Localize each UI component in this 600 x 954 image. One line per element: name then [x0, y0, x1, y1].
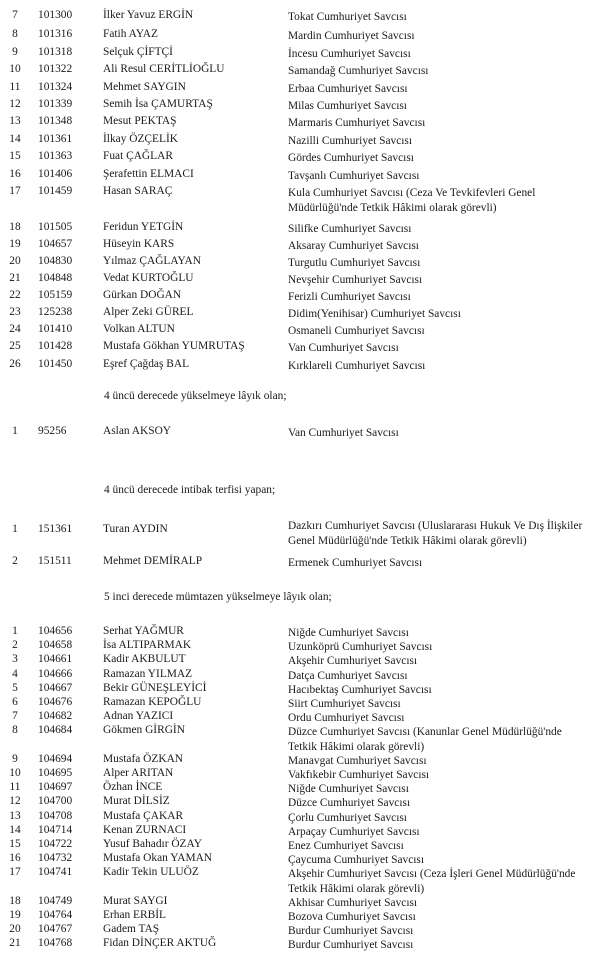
registry-number: 101300: [38, 9, 73, 21]
person-name: Mustafa ÖZKAN: [103, 752, 184, 765]
list-row: [0, 256, 600, 272]
list-row: [0, 307, 600, 323]
person-name: Hasan SARAÇ: [103, 185, 173, 197]
position-title: Tokat Cumhuriyet Savcısı: [288, 11, 407, 23]
position-title: Ermenek Cumhuriyet Savcısı: [288, 557, 423, 569]
position-title: Siirt Cumhuriyet Savcısı: [288, 698, 401, 710]
registry-number: 104722: [38, 838, 73, 850]
list-row: [0, 725, 600, 757]
registry-number: 101322: [38, 63, 73, 75]
row-number: 17: [9, 866, 21, 879]
list-row: [0, 10, 600, 26]
row-number: 15: [9, 150, 21, 162]
position-title: Uzunköprü Cumhuriyet Savcısı: [288, 641, 433, 654]
position-title: Gördes Cumhuriyet Savcısı: [288, 152, 414, 164]
registry-number: 101505: [38, 221, 73, 233]
position-title: Ordu Cumhuriyet Savcısı: [288, 712, 405, 725]
person-name: Yılmaz ÇAĞLAYAN: [103, 255, 201, 267]
row-number: 25: [9, 340, 21, 352]
position-title: Milas Cumhuriyet Savcısı: [288, 100, 407, 112]
registry-number: 101348: [38, 115, 73, 127]
position-title: Akhisar Cumhuriyet Savcısı: [288, 896, 418, 909]
list-row: [0, 290, 600, 306]
person-name: Vedat KURTOĞLU: [103, 272, 194, 284]
registry-number: 101324: [38, 81, 73, 93]
row-number: 12: [9, 98, 21, 110]
list-row: [0, 273, 600, 289]
position-title: Silifke Cumhuriyet Savcısı: [288, 223, 412, 235]
list-row: [0, 64, 600, 80]
section-heading: 4 üncü derecede yükselmeye lâyık olan;: [104, 390, 287, 402]
position-title: Nazilli Cumhuriyet Savcısı: [288, 135, 413, 147]
row-number: 1: [12, 625, 18, 637]
registry-number: 104656: [38, 625, 73, 637]
registry-number: 104848: [38, 272, 73, 284]
position-title: Niğde Cumhuriyet Savcısı: [288, 783, 409, 796]
registry-number: 104764: [38, 909, 73, 921]
registry-number: 125238: [38, 306, 73, 318]
list-row: [0, 82, 600, 98]
position-title: Osmaneli Cumhuriyet Savcısı: [288, 325, 425, 337]
registry-number: 104700: [38, 795, 73, 808]
registry-number: 104697: [38, 781, 73, 794]
person-name: Yusuf Bahadır ÖZAY: [103, 838, 202, 850]
position-title: Dazkırı Cumhuriyet Savcısı (Uluslararası Hukuk Ve Dış İlişkiler Genel Müdürlüğü'nde Tetkik Hâkimi olarak görevli): [288, 520, 583, 547]
position-title: Niğde Cumhuriyet Savcısı: [288, 627, 409, 639]
registry-number: 104676: [38, 696, 73, 708]
position-title: Mardin Cumhuriyet Savcısı: [288, 30, 415, 42]
position-title: Samandağ Cumhuriyet Savcısı: [288, 65, 429, 77]
person-name: Alper ARITAN: [103, 767, 174, 779]
list-row: [0, 556, 600, 572]
registry-number: 104768: [38, 937, 73, 950]
person-name: Ali Resul CERİTLİOĞLU: [103, 63, 225, 75]
person-name: Mustafa Okan YAMAN: [103, 852, 213, 865]
person-name: Mustafa Gökhan YUMRUTAŞ: [103, 340, 245, 352]
row-number: 5: [12, 681, 18, 694]
registry-number: 101339: [38, 98, 73, 110]
position-title: Düzce Cumhuriyet Savcısı (Kanunlar Genel Müdürlüğü'nde Tetkik Hâkimi olarak görevli): [288, 726, 562, 753]
position-title: Turgutlu Cumhuriyet Savcısı: [288, 257, 421, 269]
registry-number: 104666: [38, 667, 73, 680]
person-name: Kadir AKBULUT: [103, 653, 186, 666]
row-number: 3: [12, 653, 18, 666]
person-name: Şerafettin ELMACI: [103, 168, 194, 180]
row-number: 17: [9, 185, 21, 197]
row-number: 21: [9, 272, 21, 284]
row-number: 16: [9, 852, 21, 865]
row-number: 21: [9, 937, 21, 950]
person-name: Serhat YAĞMUR: [103, 625, 184, 637]
person-name: Alper Zeki GÜREL: [103, 306, 194, 318]
position-title: Manavgat Cumhuriyet Savcısı: [288, 754, 427, 767]
position-title: Akşehir Cumhuriyet Savcısı: [288, 655, 418, 668]
row-number: 6: [12, 696, 18, 708]
row-number: 1: [12, 425, 18, 437]
position-title: İncesu Cumhuriyet Savcısı: [288, 48, 411, 60]
registry-number: 104749: [38, 894, 73, 907]
person-name: Bekir GÜNEŞLEYİCİ: [103, 681, 207, 694]
row-number: 13: [9, 809, 21, 822]
section-heading: 5 inci derecede mümtazen yükselmeye lâyık olan;: [104, 591, 332, 603]
row-number: 16: [9, 168, 21, 180]
list-row: [0, 47, 600, 63]
position-title: Kula Cumhuriyet Savcısı (Ceza Ve Tevkifevleri Genel Müdürlüğü'nde Tetkik Hâkimi olarak görevli): [288, 187, 536, 214]
registry-number: 104708: [38, 809, 73, 822]
person-name: Feridun YETGİN: [103, 221, 184, 233]
position-title: Vakfıkebir Cumhuriyet Savcısı: [288, 769, 430, 781]
person-name: Ramazan KEPOĞLU: [103, 696, 202, 708]
registry-number: 101406: [38, 168, 73, 180]
registry-number: 104661: [38, 653, 73, 666]
person-name: Gadem TAŞ: [103, 923, 160, 936]
registry-number: 101363: [38, 150, 73, 162]
person-name: Semih İsa ÇAMURTAŞ: [103, 98, 213, 110]
registry-number: 104732: [38, 852, 73, 865]
position-title: Didim(Yenihisar) Cumhuriyet Savcısı: [288, 308, 461, 320]
person-name: Ramazan YILMAZ: [103, 667, 193, 680]
registry-number: 151511: [38, 555, 72, 567]
person-name: Turan AYDIN: [103, 523, 168, 535]
registry-number: 101450: [38, 358, 73, 370]
list-row: [0, 169, 600, 185]
row-number: 10: [9, 767, 21, 779]
list-row: [0, 867, 600, 897]
person-name: Mustafa ÇAKAR: [103, 809, 184, 822]
registry-number: 104684: [38, 724, 73, 737]
row-number: 20: [9, 255, 21, 267]
row-number: 7: [12, 9, 18, 21]
position-title: Van Cumhuriyet Savcısı: [288, 342, 399, 354]
list-row: [0, 239, 600, 255]
person-name: Eşref Çağdaş BAL: [103, 358, 190, 370]
registry-number: 104830: [38, 255, 73, 267]
registry-number: 104667: [38, 681, 73, 694]
registry-number: 95256: [38, 425, 67, 437]
position-title: Çorlu Cumhuriyet Savcısı: [288, 811, 407, 824]
registry-number: 104714: [38, 823, 73, 836]
row-number: 12: [9, 795, 21, 808]
registry-number: 104741: [38, 866, 73, 879]
list-row: [0, 134, 600, 150]
person-name: Murat DİLSİZ: [103, 795, 170, 808]
list-row: [0, 426, 600, 442]
person-name: Mehmet SAYGIN: [103, 81, 186, 93]
row-number: 7: [12, 710, 18, 723]
person-name: İlker Yavuz ERGİN: [103, 9, 194, 21]
position-title: Bozova Cumhuriyet Savcısı: [288, 911, 416, 923]
position-title: Hacıbektaş Cumhuriyet Savcısı: [288, 683, 432, 696]
person-name: Gürkan DOĞAN: [103, 289, 182, 301]
registry-number: 104695: [38, 767, 73, 779]
person-name: Fatih AYAZ: [103, 28, 158, 40]
person-name: Hüseyin KARS: [103, 238, 175, 250]
list-row: [0, 186, 600, 218]
position-title: Düzce Cumhuriyet Savcısı: [288, 797, 411, 810]
row-number: 2: [12, 639, 18, 652]
registry-number: 104694: [38, 752, 73, 765]
person-name: Erhan ERBİL: [103, 909, 166, 921]
person-name: Aslan AKSOY: [103, 425, 172, 437]
registry-number: 151361: [38, 523, 73, 535]
position-title: Çaycuma Cumhuriyet Savcısı: [288, 854, 425, 867]
row-number: 8: [12, 724, 18, 737]
list-row: [0, 222, 600, 238]
person-name: Murat SAYGI: [103, 894, 168, 907]
position-title: Aksaray Cumhuriyet Savcısı: [288, 240, 419, 252]
person-name: Mehmet DEMİRALP: [103, 555, 203, 567]
row-number: 18: [9, 221, 21, 233]
row-number: 4: [12, 667, 18, 680]
row-number: 9: [12, 46, 18, 58]
list-row: [0, 151, 600, 167]
section-heading: 4 üncü derecede intibak terfisi yapan;: [104, 484, 276, 496]
row-number: 13: [9, 115, 21, 127]
position-title: Marmaris Cumhuriyet Savcısı: [288, 117, 426, 129]
position-title: Erbaa Cumhuriyet Savcısı: [288, 83, 408, 95]
registry-number: 105159: [38, 289, 73, 301]
list-row: [0, 341, 600, 357]
registry-number: 104658: [38, 639, 73, 652]
position-title: Burdur Cumhuriyet Savcısı: [288, 939, 414, 952]
row-number: 11: [9, 81, 21, 93]
position-title: Van Cumhuriyet Savcısı: [288, 427, 399, 439]
row-number: 11: [9, 781, 21, 794]
person-name: Mesut PEKTAŞ: [103, 115, 177, 127]
list-row: [0, 324, 600, 340]
registry-number: 101318: [38, 46, 73, 58]
list-row: [0, 99, 600, 115]
row-number: 15: [9, 838, 21, 850]
person-name: Adnan YAZICI: [103, 710, 174, 723]
registry-number: 104682: [38, 710, 73, 723]
registry-number: 101428: [38, 340, 73, 352]
position-title: Burdur Cumhuriyet Savcısı: [288, 925, 414, 938]
person-name: Kadir Tekin ULUÖZ: [103, 866, 199, 879]
row-number: 26: [9, 358, 21, 370]
position-title: Datça Cumhuriyet Savcısı: [288, 669, 408, 682]
row-number: 8: [12, 28, 18, 40]
row-number: 2: [12, 555, 18, 567]
position-title: Nevşehir Cumhuriyet Savcısı: [288, 274, 423, 286]
registry-number: 101361: [38, 133, 73, 145]
registry-number: 101410: [38, 323, 73, 335]
person-name: Kenan ZURNACI: [103, 823, 187, 836]
registry-number: 101459: [38, 185, 73, 197]
row-number: 10: [9, 63, 21, 75]
row-number: 19: [9, 909, 21, 921]
row-number: 24: [9, 323, 21, 335]
registry-number: 101316: [38, 28, 73, 40]
registry-number: 104767: [38, 923, 73, 936]
person-name: Gökmen GİRGİN: [103, 724, 185, 737]
person-name: İlkay ÖZÇELİK: [103, 133, 178, 145]
position-title: Ferizli Cumhuriyet Savcısı: [288, 291, 411, 303]
row-number: 20: [9, 923, 21, 936]
list-row: [0, 29, 600, 45]
person-name: İsa ALTIPARMAK: [103, 639, 192, 652]
position-title: Arpaçay Cumhuriyet Savcısı: [288, 825, 420, 838]
row-number: 9: [12, 752, 18, 765]
position-title: Enez Cumhuriyet Savcısı: [288, 840, 404, 852]
row-number: 14: [9, 823, 21, 836]
row-number: 19: [9, 238, 21, 250]
row-number: 1: [12, 523, 18, 535]
list-row: [0, 519, 600, 551]
person-name: Fidan DİNÇER AKTUĞ: [103, 937, 217, 950]
list-row: [0, 359, 600, 375]
row-number: 23: [9, 306, 21, 318]
position-title: Akşehir Cumhuriyet Savcısı (Ceza İşleri Genel Müdürlüğü'nde Tetkik Hâkimi olarak görevli): [288, 868, 576, 895]
row-number: 14: [9, 133, 21, 145]
registry-number: 104657: [38, 238, 73, 250]
list-row: [0, 116, 600, 132]
person-name: Özhan İNCE: [103, 781, 163, 794]
person-name: Volkan ALTUN: [103, 323, 175, 335]
row-number: 18: [9, 894, 21, 907]
position-title: Kırklareli Cumhuriyet Savcısı: [288, 360, 426, 372]
person-name: Selçuk ÇİFTÇİ: [103, 46, 173, 58]
position-title: Tavşanlı Cumhuriyet Savcısı: [288, 170, 420, 182]
person-name: Fuat ÇAĞLAR: [103, 150, 173, 162]
row-number: 22: [9, 289, 21, 301]
